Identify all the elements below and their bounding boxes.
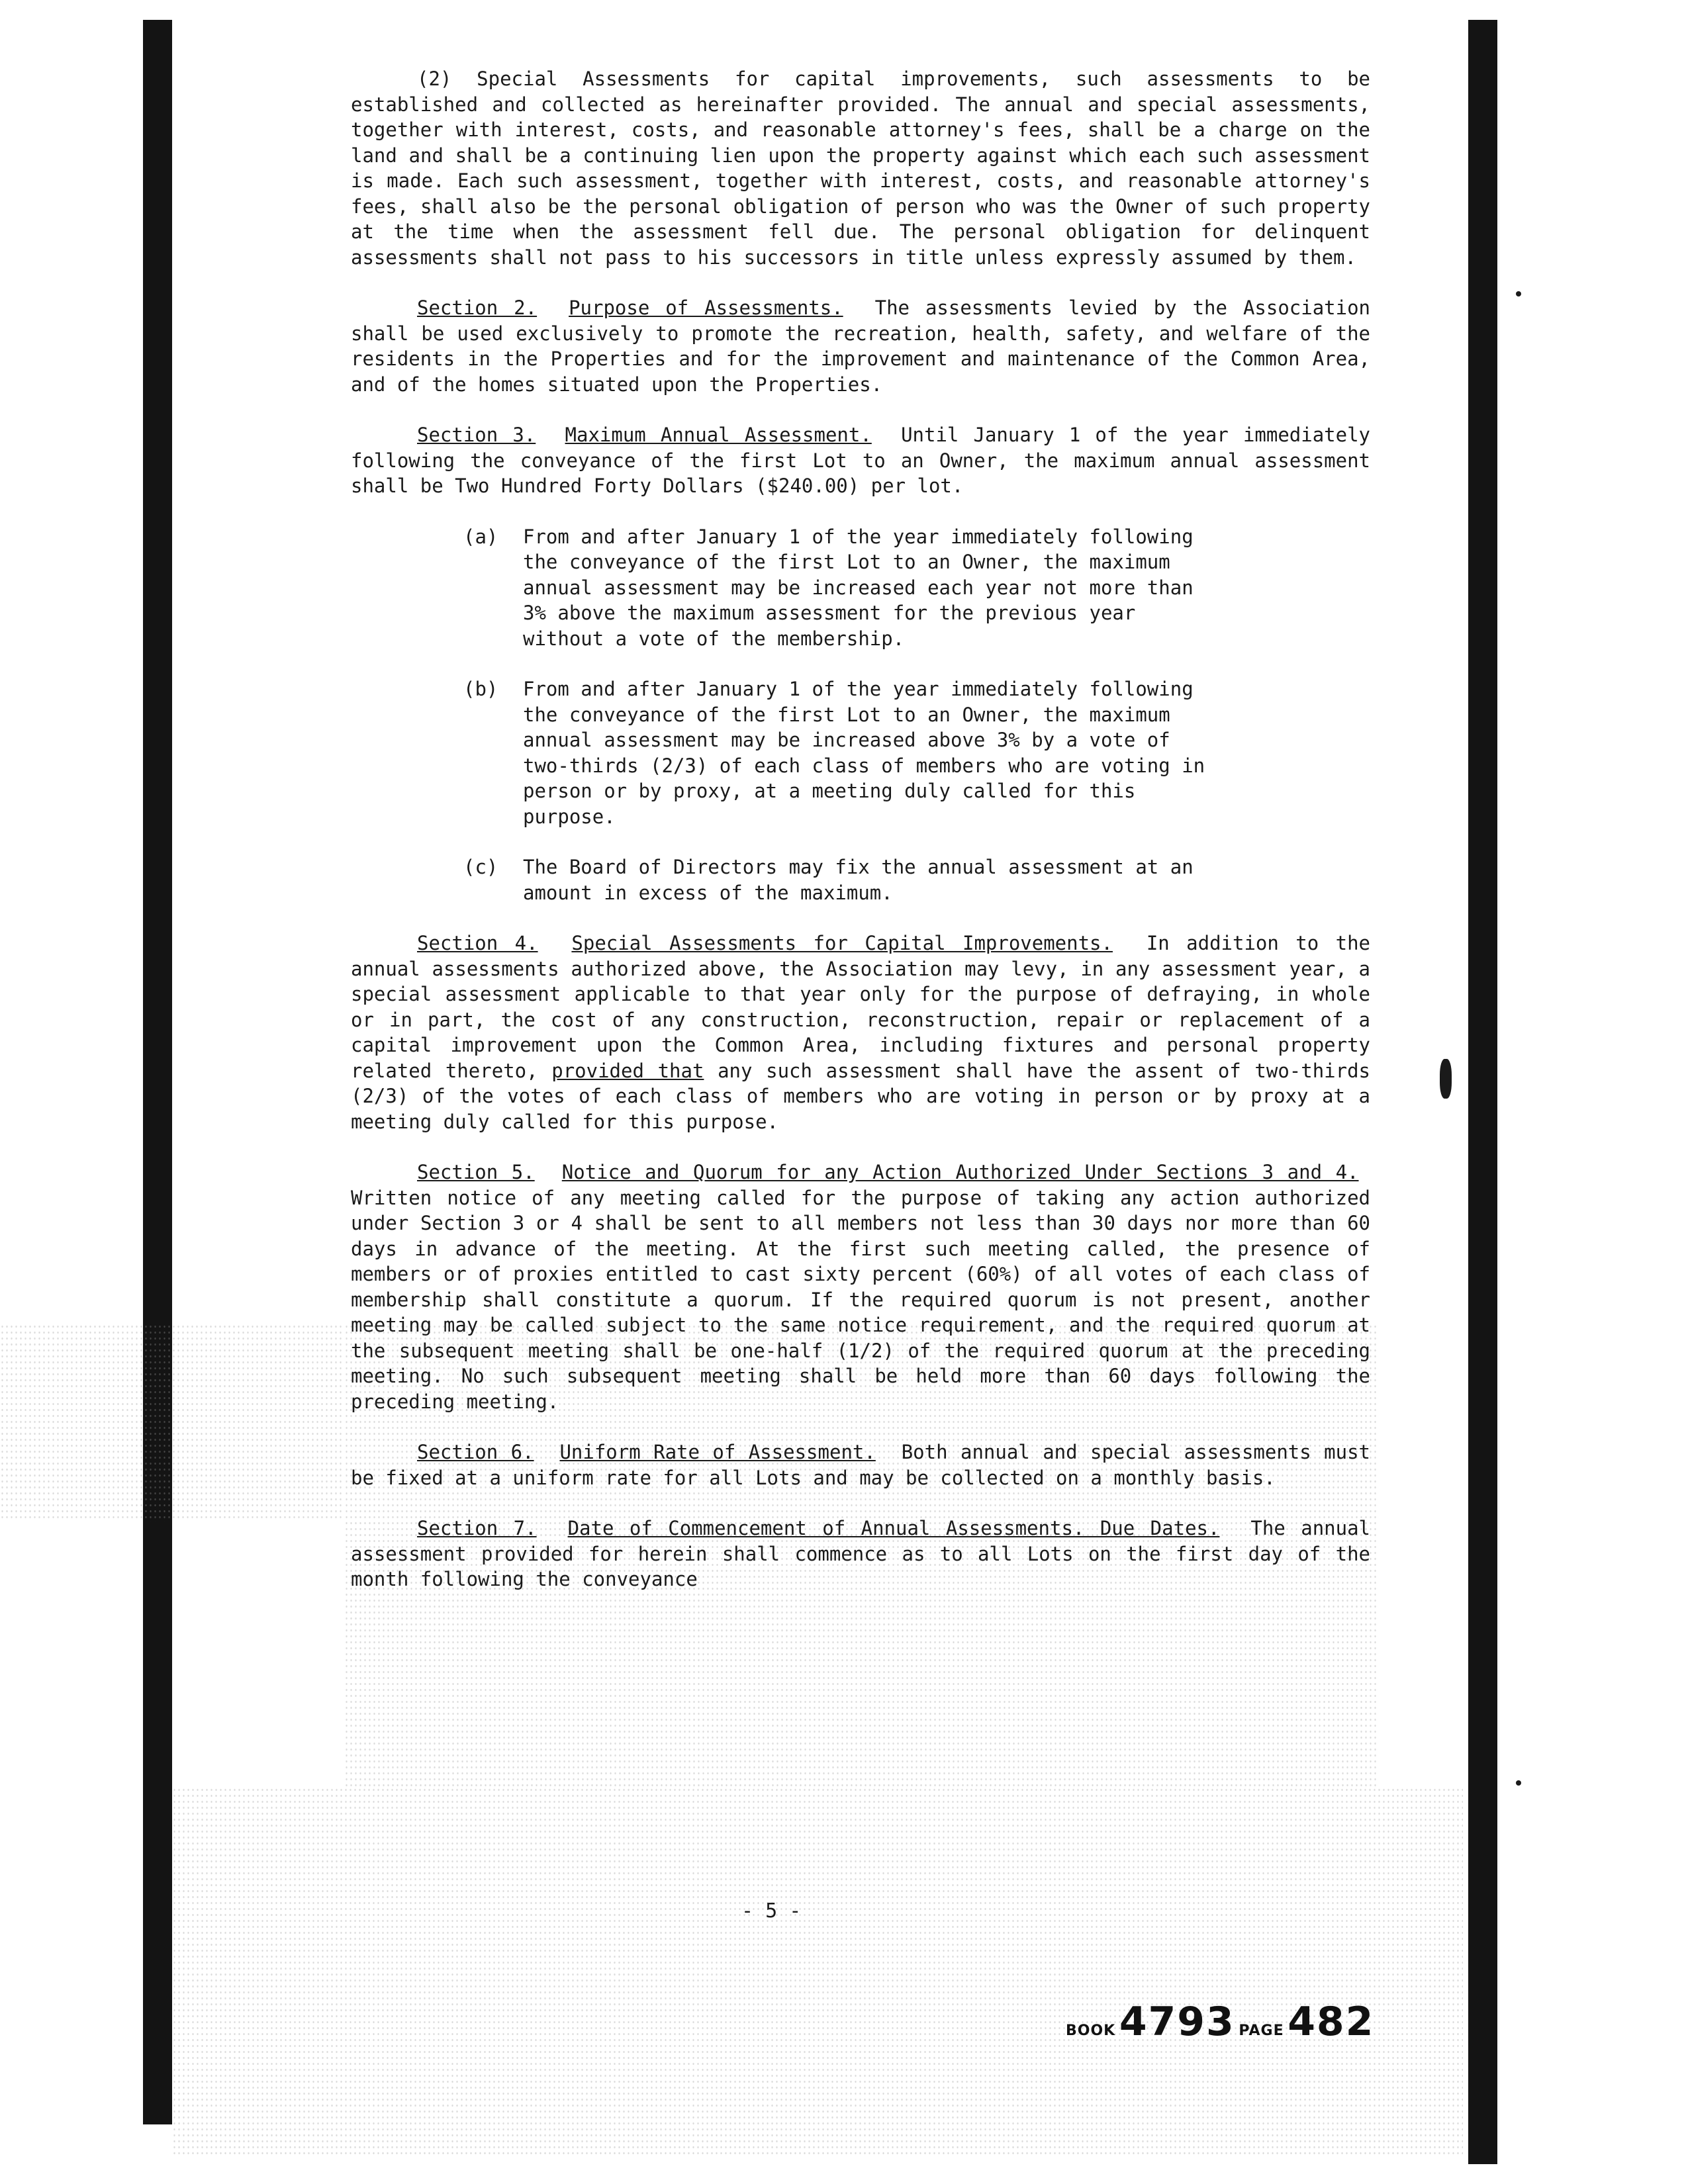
scan-mark xyxy=(1440,1059,1452,1099)
paragraph-special-assessments: (2) Special Assessments for capital improvements, such assessments to be established and collected as hereinafter provided. The annual and special assessments, together with interest, costs, and reasonable attorney's fees, shall be a charge on the land and shall be a continuing lien upon the property against which each such assessment is made. Each such assessment, together with interest, costs, and reasonable attorney's fees, shall also be the personal obligation of person who was the Owner of such property at the time when the assessment fell due. The personal obligation for delinquent assessments shall not pass to his successors in title unless expressly assumed by them. xyxy=(351,68,1370,269)
section-3-item xyxy=(463,676,1225,829)
stamp-book-label: BOOK xyxy=(1066,2023,1116,2039)
page-number: - 5 - xyxy=(741,1899,802,1923)
section-5-heading: Section 5. xyxy=(417,1161,535,1183)
item-text: From and after January 1 of the year immediately following the conveyance of the first Lot to an Owner, the maximum annual assessment may be increased each year not more than 3% above the maximum assessment for the previous year without a vote of the membership. xyxy=(523,525,1194,650)
section-2-body: The assessments levied by the Association shall be used exclusively to promote the recreation, health, safety, and welfare of the residents in the Properties and for the improvement and maintenance of the Common Area, and of the homes situated upon the Properties. xyxy=(351,296,1370,396)
section-4-proviso: provided that xyxy=(551,1059,704,1082)
section-2-heading: Section 2. xyxy=(417,296,538,319)
section-3-item xyxy=(463,524,1225,652)
scan-noise xyxy=(0,1324,344,1522)
section-7-paragraph xyxy=(351,1516,1370,1592)
section-3-item xyxy=(463,854,1225,905)
section-5-body: Written notice of any meeting called for the purpose of taking any action authorized under Section 3 or 4 shall be sent to all members not less than 30 days nor more than 60 days in advance of the meeting. At the first such meeting called, the presence of members or of proxies entitled to cast sixty percent (60%) of all votes of each class of membership shall constitute a quorum. If the required quorum is not present, another meeting may be called subject to the same notice requirement, and the required quorum at the subsequent meeting shall be one-half (1/2) of the required quorum at the preceding meeting. No such subsequent meeting shall be held more than 60 days following the preceding meeting. xyxy=(351,1186,1370,1413)
item-text: The Board of Directors may fix the annual assessment at an amount in excess of the maximum. xyxy=(523,856,1194,904)
recording-stamp xyxy=(1066,1999,1374,2045)
scan-speck xyxy=(1516,1780,1521,1786)
section-2 xyxy=(351,295,1370,397)
section-4-title: Special Assessments for Capital Improvements. xyxy=(571,932,1113,954)
scan-speck xyxy=(1516,291,1521,296)
section-6-title: Uniform Rate of Assessment. xyxy=(559,1441,876,1463)
section-4 xyxy=(351,931,1370,1134)
section-4-body-continued: any such assessment shall have the assent of two-thirds (2/3) of the votes of each class of members who are voting in person or by proxy at a meeting duly called for this purpose. xyxy=(351,1059,1370,1133)
section-4-heading: Section 4. xyxy=(417,932,538,954)
section-3-body: Until January 1 of the year immediately following the conveyance of the first Lot to an Owner, the maximum annual assessment shall be Two Hundred Forty Dollars ($240.00) per lot. xyxy=(351,424,1371,497)
section-6-heading: Section 6. xyxy=(417,1441,534,1463)
section-2-paragraph xyxy=(351,295,1370,397)
section-6 xyxy=(351,1439,1370,1490)
stamp-page-number: 482 xyxy=(1288,1999,1375,2045)
item-label: (b) xyxy=(463,678,498,700)
item-text: From and after January 1 of the year immediately following the conveyance of the first Lot to an Owner, the maximum annual assessment may be increased above 3% by a vote of two-thirds (2/3) of each class of members who are voting in person or by proxy, at a meeting duly called for this purpose. xyxy=(523,678,1205,828)
stamp-page-label: PAGE xyxy=(1239,2023,1284,2039)
section-7-body: The annual assessment provided for herein shall commence as to all Lots on the first day of the month following the conveyance xyxy=(351,1517,1371,1590)
scan-edge-right xyxy=(1468,20,1497,2164)
section-2-title: Purpose of Assessments. xyxy=(569,296,843,319)
section-6-body: Both annual and special assessments must be fixed at a uniform rate for all Lots and may be collected on a monthly basis. xyxy=(351,1441,1371,1489)
section-3 xyxy=(351,422,1370,905)
section-7 xyxy=(351,1516,1370,1592)
section-3-heading: Section 3. xyxy=(417,424,536,446)
document-body xyxy=(351,66,1370,1592)
section-5-title: Notice and Quorum for any Action Authorized Under Sections 3 and 4. xyxy=(561,1161,1359,1183)
item-label: (a) xyxy=(463,525,498,548)
stamp-book-number: 4793 xyxy=(1119,1999,1235,2045)
assessment-clause-2 xyxy=(351,66,1370,270)
section-4-paragraph xyxy=(351,931,1370,1134)
scan-noise xyxy=(172,1787,1463,2158)
section-3-title: Maximum Annual Assessment. xyxy=(565,424,872,446)
section-5-paragraph xyxy=(351,1160,1370,1414)
section-7-heading: Section 7. xyxy=(417,1517,537,1539)
section-3-paragraph xyxy=(351,422,1370,499)
scan-edge-left xyxy=(143,20,172,2124)
item-label: (c) xyxy=(463,856,498,878)
section-5 xyxy=(351,1160,1370,1414)
section-6-paragraph xyxy=(351,1439,1370,1490)
section-7-title: Date of Commencement of Annual Assessments. Due Dates. xyxy=(567,1517,1220,1539)
section-4-body: In addition to the annual assessments authorized above, the Association may levy, in any assessment year, a special assessment applicable to that year only for the purpose of defraying, in whole or in part, the cost of any construction, reconstruction, repair or replacement of a capital improvement upon the Common Area, including fixtures and personal property related thereto, xyxy=(351,932,1370,1082)
